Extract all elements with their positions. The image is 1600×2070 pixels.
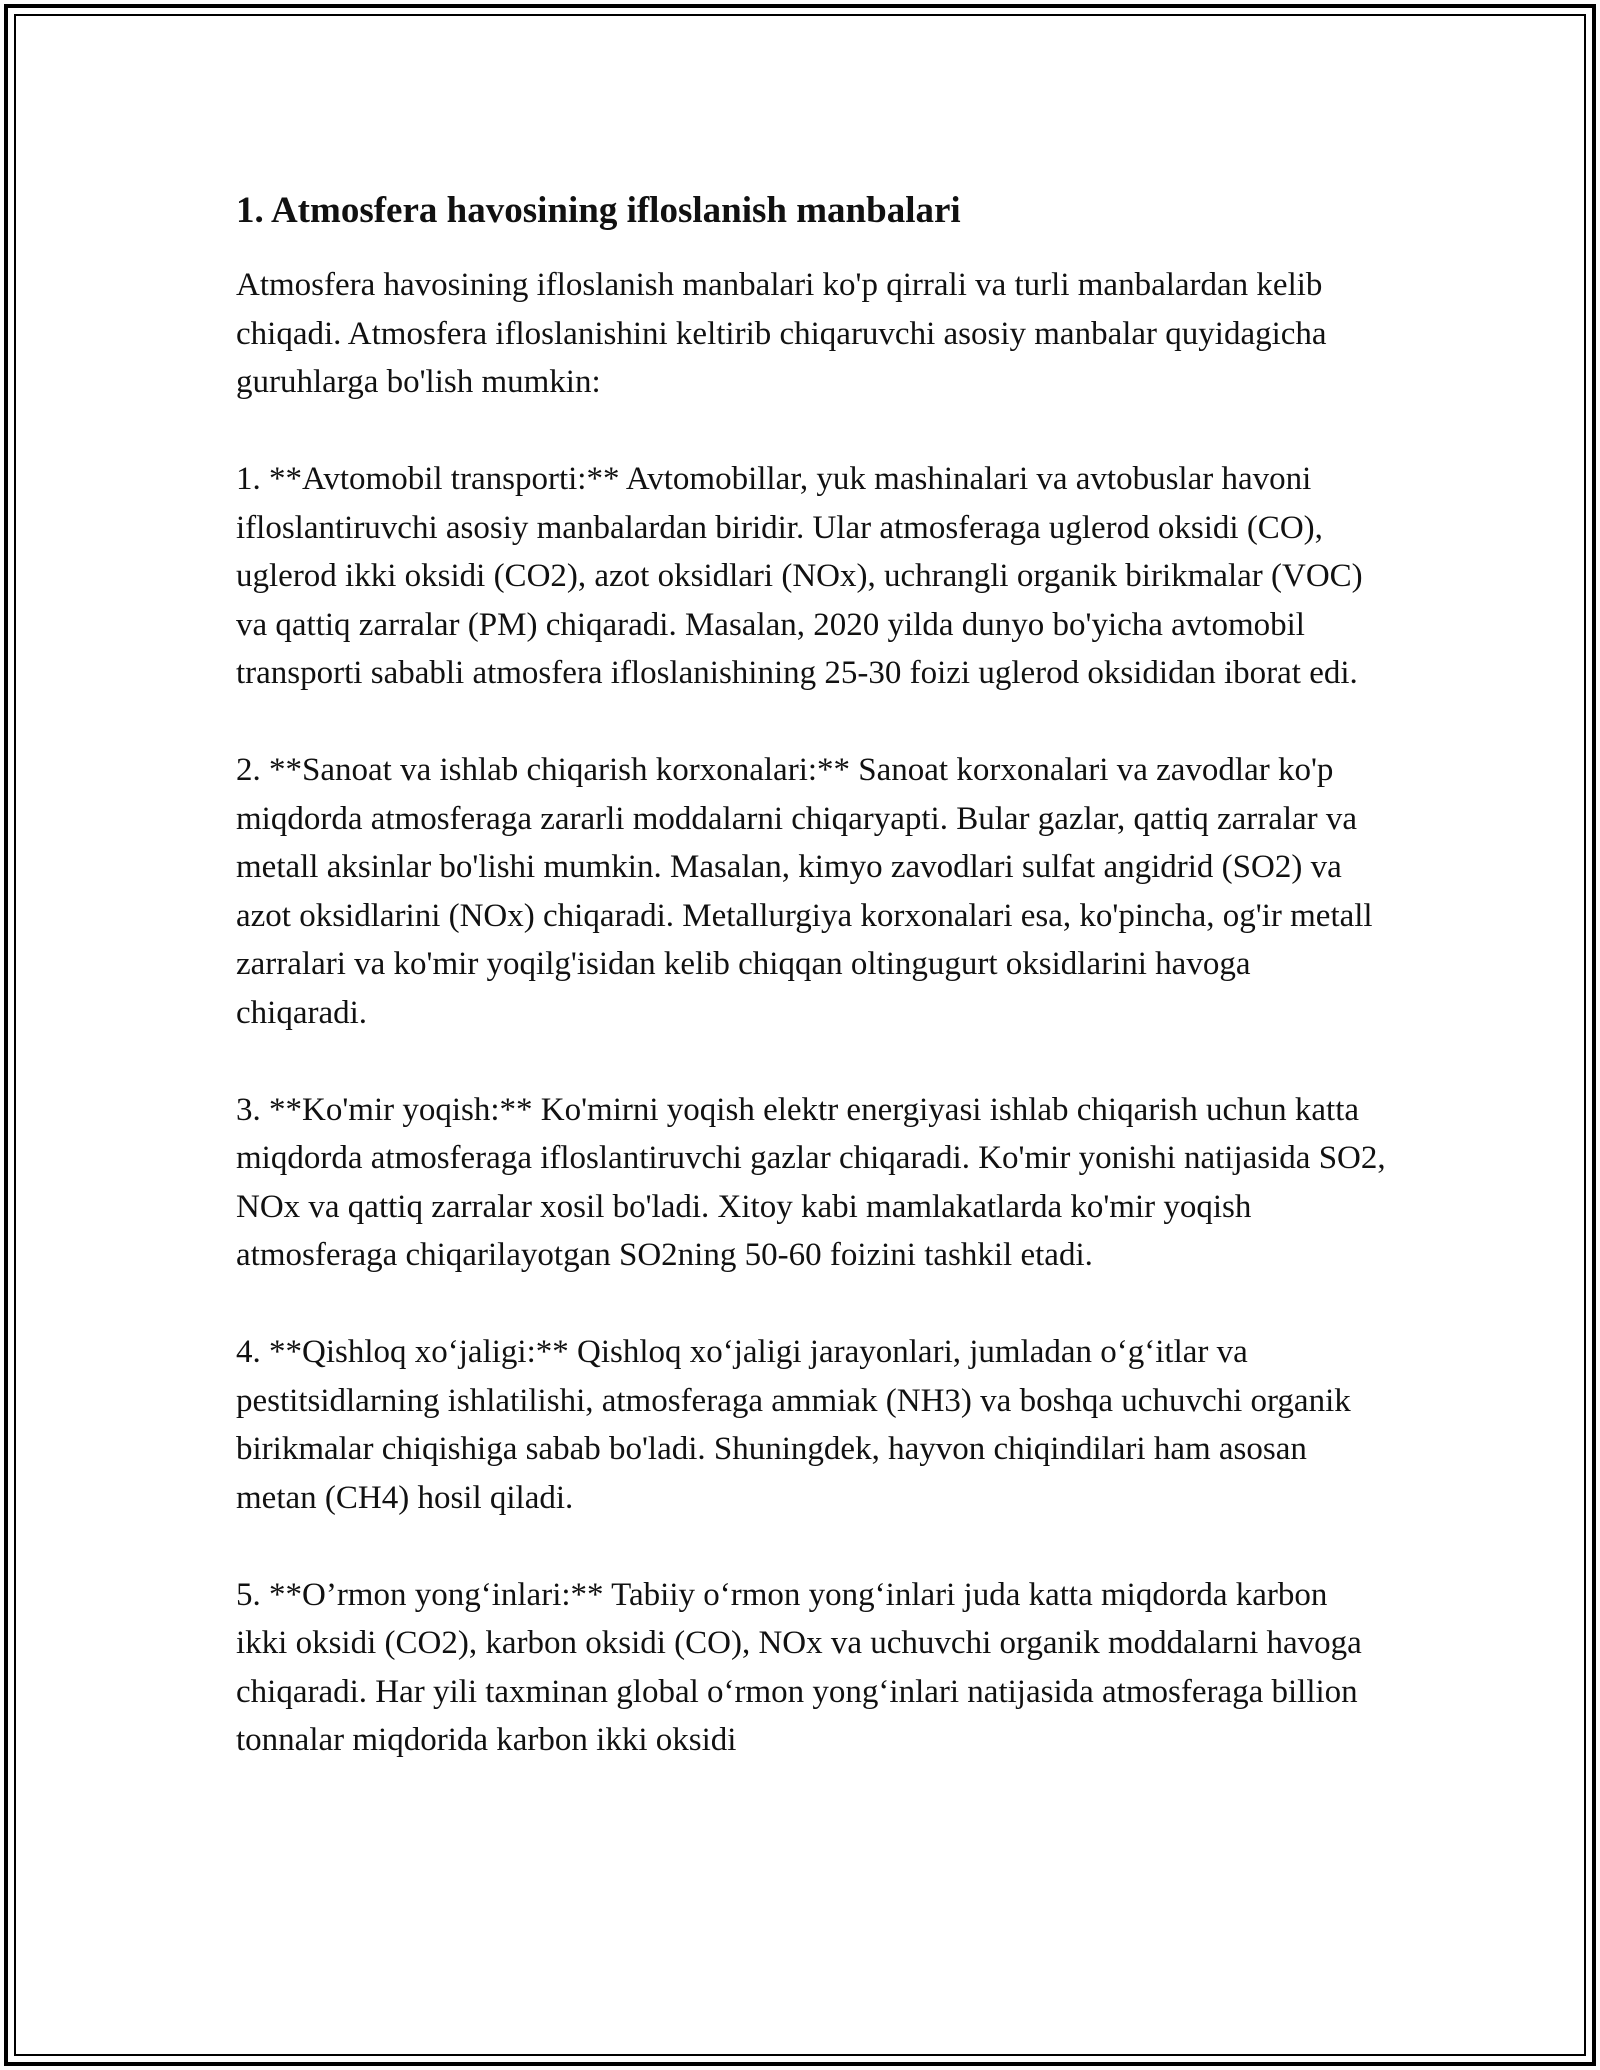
section-heading: 1. Atmosfera havosining ifloslanish manbalari xyxy=(236,190,961,231)
paragraph-industry: 2. **Sanoat va ishlab chiqarish korxonalari:** Sanoat korxonalari va zavodlar ko'p miqdorda atmosferaga zararli moddalarni chiqaryapti. Bular gazlar, qattiq zarralar va metall aksinlar bo'lishi mumkin. Masalan, kimyo zavodlari sulfat angidrid (SO2) va azot oksidlarini (NOx) chiqaradi. Metallurgiya korxonalari esa, ko'pincha, og'ir metall zarralari va ko'mir yoqilg'isidan kelib chiqqan oltingugurt oksidlarini havoga chiqaradi. xyxy=(236,752,1373,1031)
paragraph-agriculture: 4. **Qishloq xo‘jaligi:** Qishloq xo‘jaligi jarayonlari, jumladan o‘g‘itlar va pestitsidlarning ishlatilishi, atmosferaga ammiak (NH3) va boshqa uchuvchi organik birikmalar chiqishiga sabab bo'ladi. Shuningdek, hayvon chiqindilari ham asosan metan (CH4) hosil qiladi. xyxy=(236,1334,1351,1516)
paragraph-coal: 3. **Ko'mir yoqish:** Ko'mirni yoqish elektr energiyasi ishlab chiqarish uchun katta miqdorda atmosferaga ifloslantiruvchi gazlar chiqaradi. Ko'mir yonishi natijasida SO2, NOx va qattiq zarralar xosil bo'ladi. Xitoy kabi mamlakatlarda ko'mir yoqish atmosferaga chiqarilayotgan SO2ning 50-60 foizini tashkil etadi. xyxy=(236,1091,1386,1273)
intro-paragraph: Atmosfera havosining ifloslanish manbalari ko'p qirrali va turli manbalardan kelib chiqadi. Atmosfera ifloslanishini keltirib chiqaruvchi asosiy manbalar quyidagicha guruhlarga bo'lish mumkin: xyxy=(236,267,1327,400)
paragraph-forest-fires: 5. **O’rmon yong‘inlari:** Tabiiy o‘rmon yong‘inlari juda katta miqdorda karbon ikki oksidi (CO2), karbon oksidi (CO), NOx va uchuvchi organik moddalarni havoga chiqaradi. Har yili taxminan global o‘rmon yong‘inlari natijasida atmosferaga billion tonnalar miqdorida karbon ikki oksidi xyxy=(236,1576,1362,1758)
paragraph-transport: 1. **Avtomobil transporti:** Avtomobillar, yuk mashinalari va avtobuslar havoni ifloslantiruvchi asosiy manbalardan biridir. Ular atmosferaga uglerod oksidi (CO), uglerod ikki oksidi (CO2), azot oksidlari (NOx), uchrangli organik birikmalar (VOC) va qattiq zarralar (PM) chiqaradi. Masalan, 2020 yilda dunyo bo'yicha avtomobil transporti sababli atmosfera ifloslanishining 25-30 foizi uglerod oksididan iborat edi. xyxy=(236,461,1363,691)
document-body xyxy=(236,186,1386,1813)
